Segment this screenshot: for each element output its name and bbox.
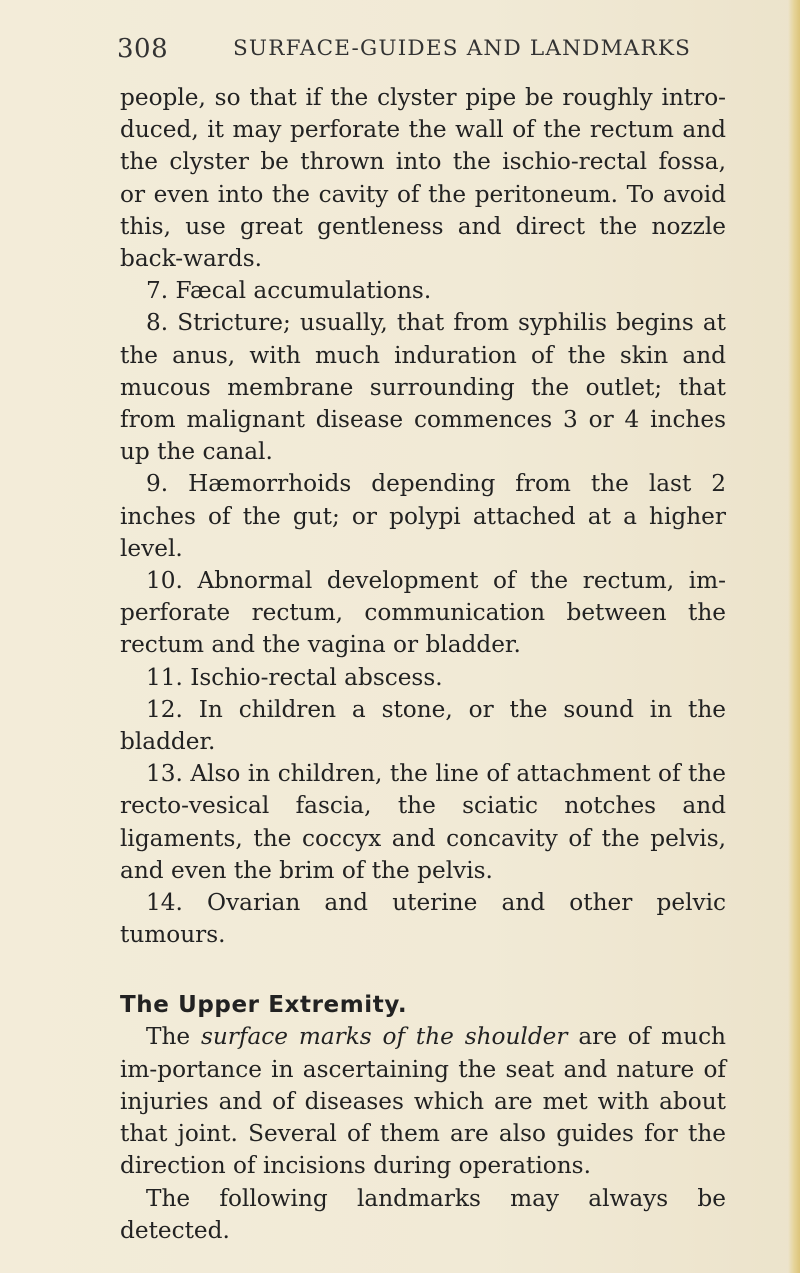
- paragraph: [120, 1021, 726, 1182]
- list-item: 8. Stricture; usually, that from syphilis begins at the anus, with much induration of the skin and mucous membrane surrounding the outlet; that from malignant disease commences 3 or 4 inches up the canal.: [120, 309, 726, 466]
- list-item: 13. Also in children, the line of attachment of the recto-vesical fascia, the sciatic notches and ligaments, the coccyx and concavity of the pelvis, and even the brim of the pelvis.: [120, 760, 726, 884]
- paragraph-start: The: [146, 1023, 201, 1051]
- list-item: 7. Fæcal accumulations.: [146, 277, 432, 305]
- page-header: [117, 34, 717, 74]
- list-item: 9. Hæmorrhoids depending from the last 2 inches of the gut; or polypi attached at a higher level.: [120, 470, 726, 562]
- paragraph: The following landmarks may always be detected.: [120, 1184, 726, 1244]
- page-number: 308: [117, 34, 169, 64]
- list-item: 12. In children a stone, or the sound in the bladder.: [120, 695, 726, 756]
- running-title: SURFACE-GUIDES AND LANDMARKS: [233, 36, 692, 61]
- body-text: [120, 82, 726, 1247]
- list-item: 10. Abnormal development of the rectum, im-perforate rectum, communication between the rectum and the vagina or bladder.: [120, 567, 726, 659]
- italic-phrase: surface marks of the shoulder: [200, 1023, 568, 1051]
- paragraph-rest: are of much im-portance in ascertaining the seat and nature of injuries and of diseases which are met with about that joint. Several of them are also guides for the direction of incisions during operations.: [120, 1023, 726, 1180]
- list-item: 11. Ischio-rectal abscess.: [146, 663, 443, 691]
- page-edge: [788, 0, 800, 1273]
- list-item: 14. Ovarian and uterine and other pelvic tumours.: [120, 889, 726, 949]
- paragraph-continuation: people, so that if the clyster pipe be roughly intro-duced, it may perforate the wall of the rectum and the clyster be thrown into the ischio-rectal fossa, or even into the cavity of the peritoneum. To avoid this, use great gentleness and direct the nozzle back-wards.: [120, 84, 726, 273]
- section-heading: The Upper Extremity.: [120, 992, 408, 1019]
